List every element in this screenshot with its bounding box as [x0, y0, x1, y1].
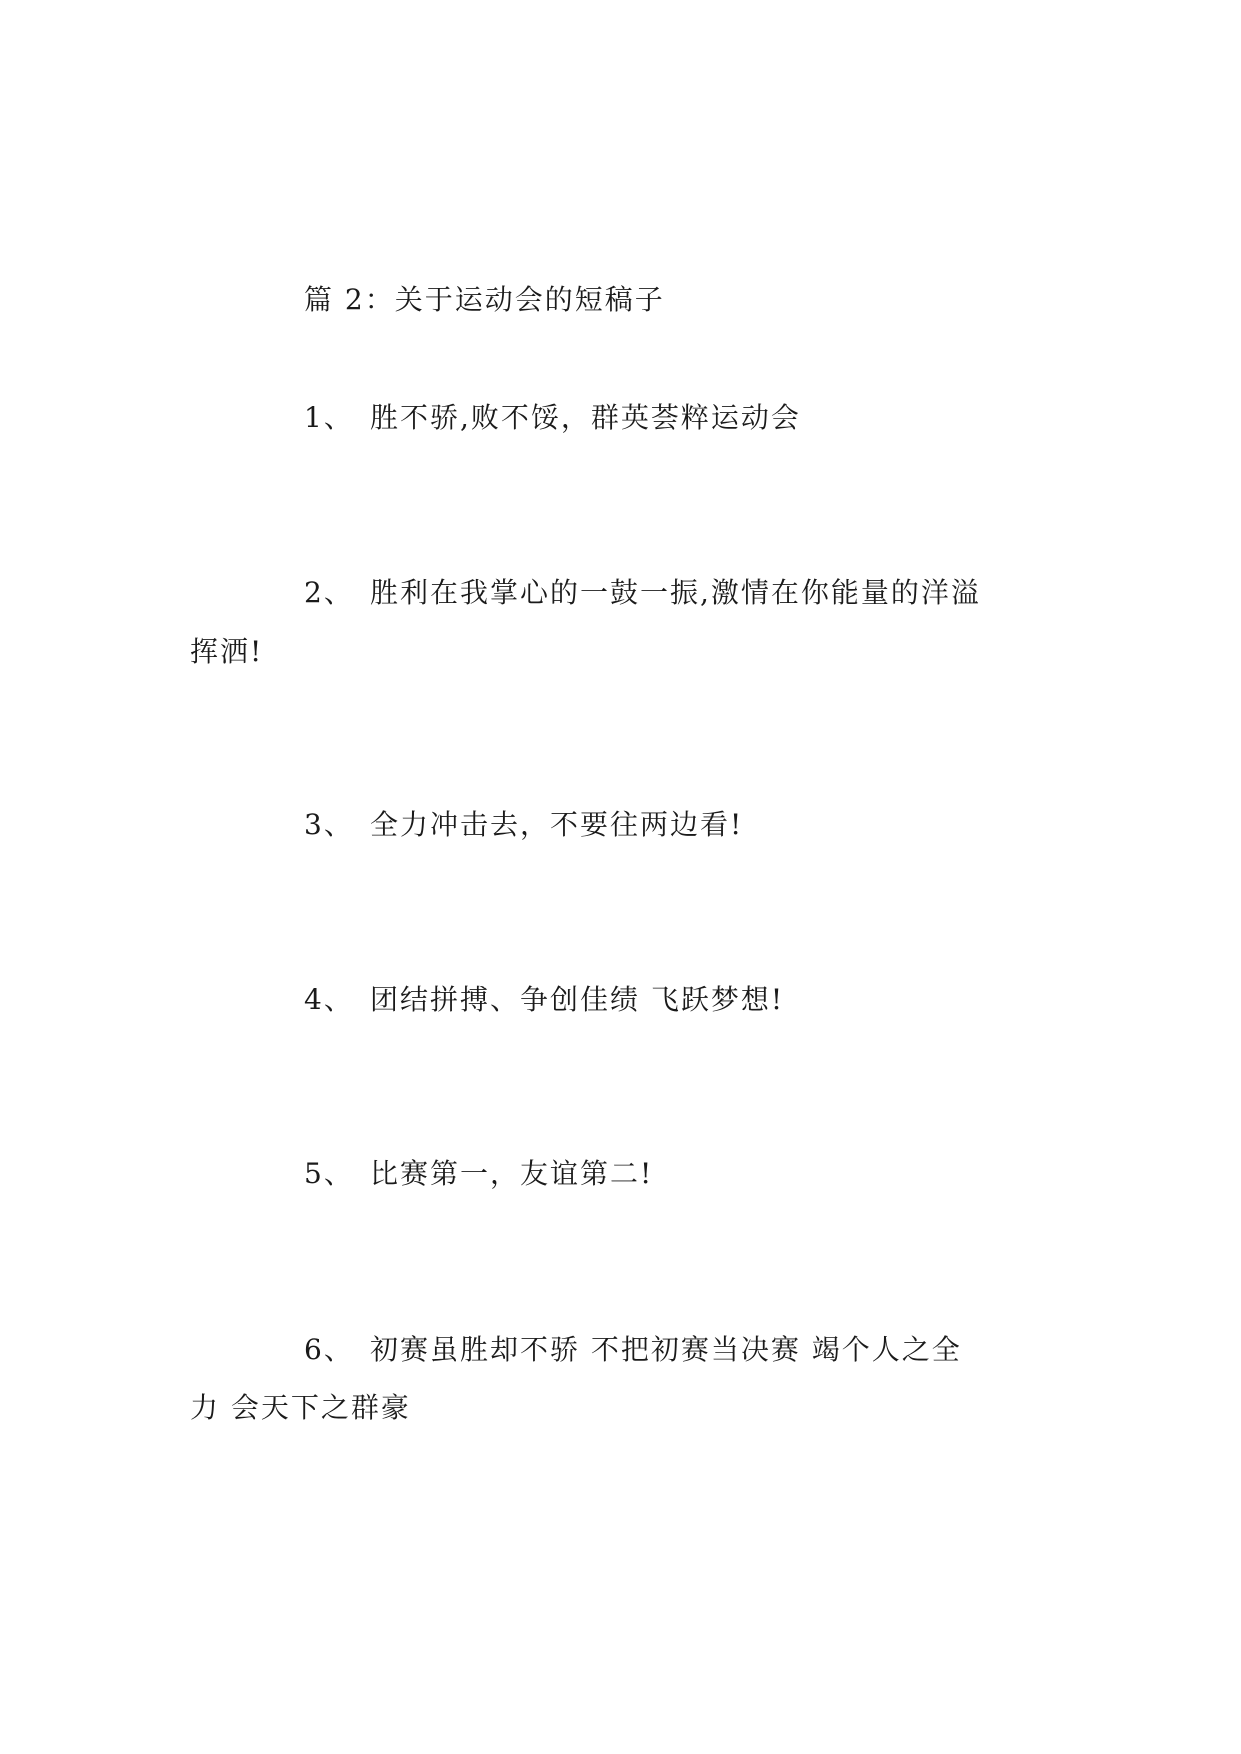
item-number: 1、: [304, 401, 354, 434]
item-number: 4、: [304, 983, 354, 1016]
item-text: 比赛第一，友谊第二!: [370, 1157, 654, 1190]
item-text: 团结拼搏、争创佳绩 飞跃梦想!: [370, 983, 785, 1016]
list-item-4: [304, 980, 784, 1020]
item-text: 初赛虽胜却不骄 不把初赛当决赛 竭个人之全: [370, 1333, 962, 1366]
list-item-2: [304, 573, 981, 613]
item-text: 胜利在我掌心的一鼓一振,激情在你能量的洋溢: [370, 576, 981, 609]
item-text: 全力冲击去，不要往两边看!: [370, 808, 744, 841]
item-number: 2、: [304, 576, 354, 609]
list-item-3: [304, 805, 743, 845]
list-item-2-continuation: 挥洒!: [190, 635, 264, 668]
document-title: 篇 2：关于运动会的短稿子: [304, 283, 665, 316]
item-number: 5、: [304, 1157, 354, 1190]
item-number: 3、: [304, 808, 354, 841]
list-item-6-continuation: 力 会天下之群豪: [190, 1391, 411, 1424]
list-item-6: [304, 1330, 962, 1370]
list-item-1: [304, 398, 801, 438]
item-text: 胜不骄,败不馁，群英荟粹运动会: [370, 401, 801, 434]
item-number: 6、: [304, 1333, 354, 1366]
list-item-5: [304, 1154, 653, 1194]
